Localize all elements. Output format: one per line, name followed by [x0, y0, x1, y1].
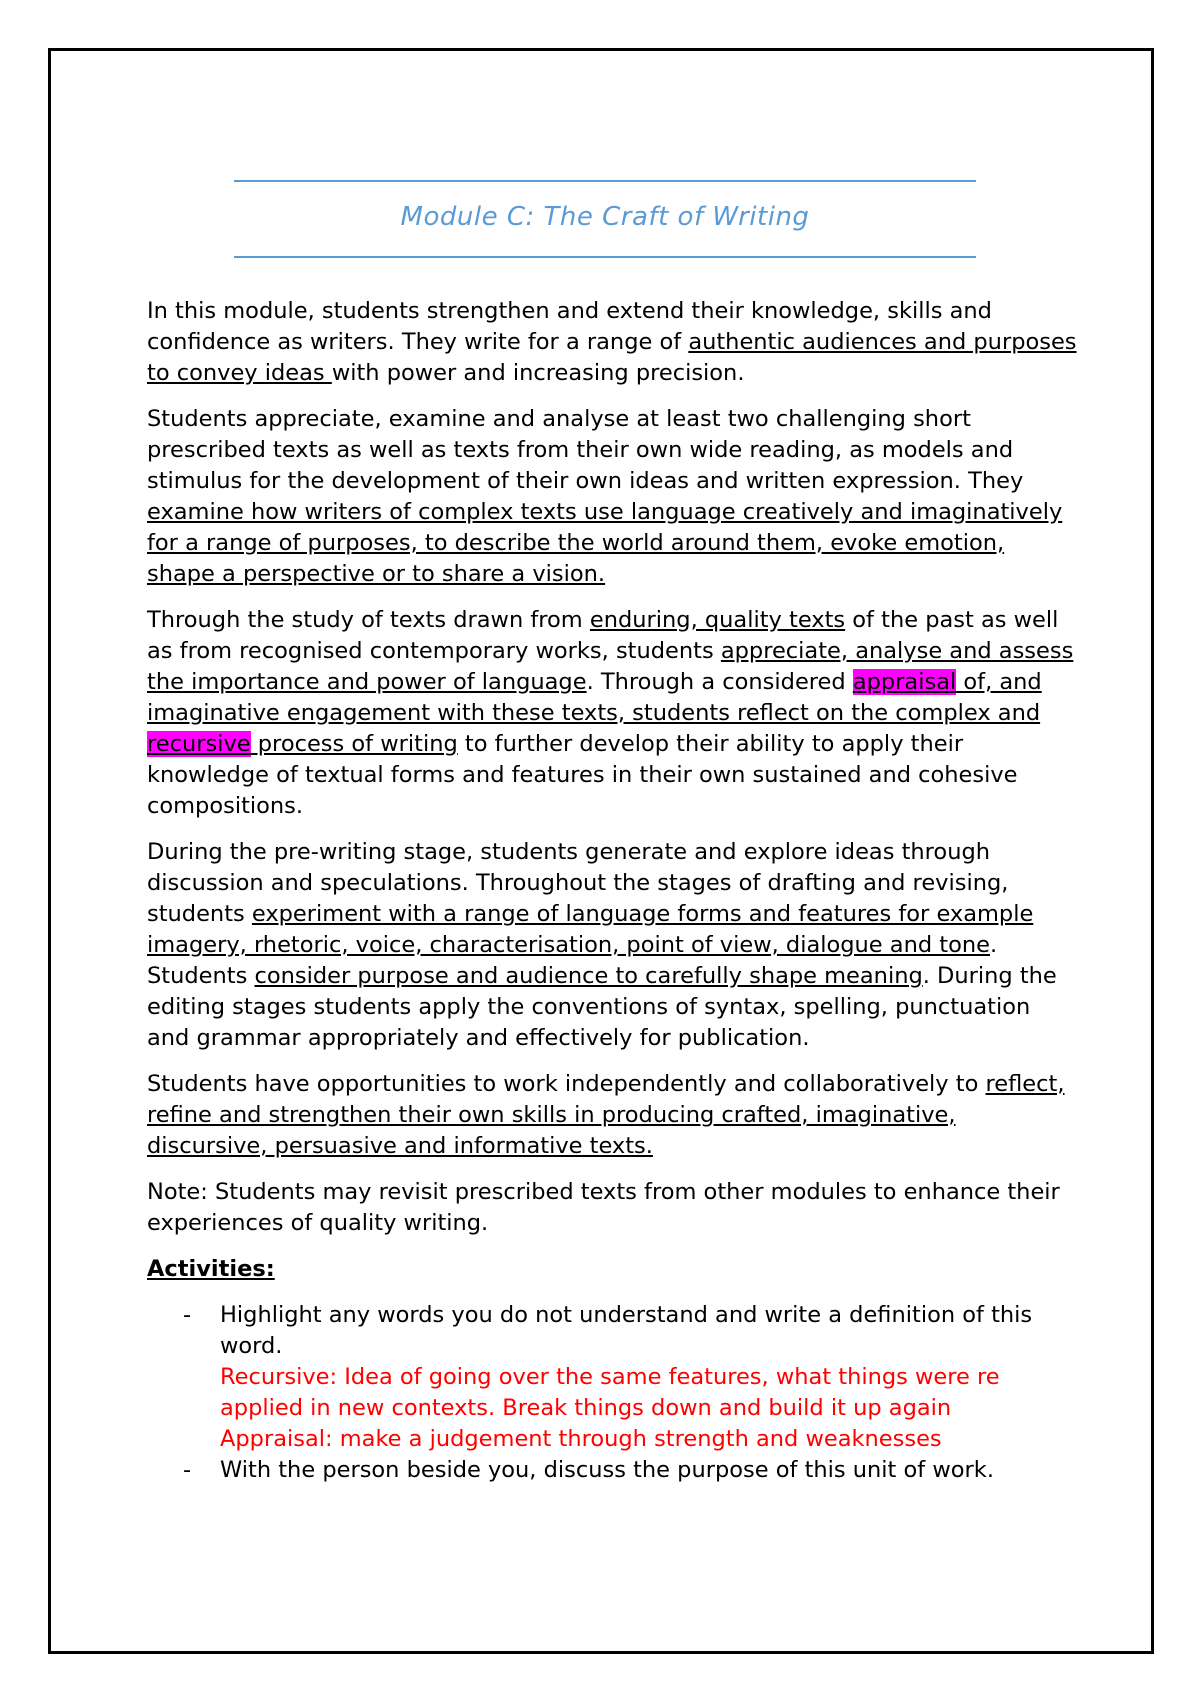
- document-body: [147, 296, 1077, 1486]
- paragraph-stages: During the pre-writing stage, students generate and explore ideas through discussion and speculations. Throughout the stages of drafting and revising, students experiment with a range of language forms and features for example imagery, rhetoric, voice, characterisation, point of view, dialogue and tone. Students consider purpose and audience to carefully shape meaning. During the editing stages students apply the conventions of syntax, spelling, punctuation and grammar appropriately and effectively for publication.: [147, 839, 1057, 1051]
- paragraph-study: Through the study of texts drawn from enduring, quality texts of the past as well as from recognised contemporary works, students appreciate, analyse and assess the importance and power of language. Through a considered appraisal of, and imaginative engagement with these texts, students reflect on the complex and recursive process of writing to further develop their ability to apply their knowledge of textual forms and features in their own sustained and cohesive compositions.: [147, 607, 1074, 819]
- annotation-appraisal: Appraisal: make a judgement through strength and weaknesses: [220, 1426, 942, 1452]
- page-title: Module C: The Craft of Writing: [400, 202, 810, 232]
- highlight-appraisal: appraisal: [852, 669, 957, 695]
- bullet-dash: -: [183, 1302, 192, 1328]
- list-item: - With the person beside you, discuss the purpose of this unit of work.: [147, 1455, 1077, 1486]
- highlight-recursive: recursive: [147, 731, 251, 757]
- list-item: - Highlight any words you do not understand and write a definition of this word. Recursive: Idea of going over the same features, what things were re applied in new contexts. Break things down and build it up again Appraisal: make a judgement through strength and weaknesses: [147, 1300, 1077, 1455]
- paragraph-opportunities: Students have opportunities to work independently and collaboratively to reflect, refine and strengthen their own skills in producing crafted, imaginative, discursive, persuasive and informative texts.: [147, 1071, 1065, 1159]
- activities-list: [147, 1300, 1077, 1486]
- note-paragraph: Note: Students may revisit prescribed texts from other modules to enhance their experiences of quality writing.: [147, 1179, 1060, 1236]
- activities-heading: Activities:: [147, 1256, 275, 1282]
- paragraph-texts: Students appreciate, examine and analyse at least two challenging short prescribed texts as well as texts from their own wide reading, as models and stimulus for the development of their own ideas and written expression. They examine how writers of complex texts use language creatively and imaginatively for a range of purposes, to describe the world around them, evoke emotion, shape a perspective or to share a vision.: [147, 406, 1063, 587]
- paragraph-intro: In this module, students strengthen and extend their knowledge, skills and confidence as writers. They write for a range of authentic audiences and purposes to convey ideas with power and increasing precision.: [147, 298, 1077, 386]
- title-rule-bottom: [234, 256, 976, 258]
- bullet-dash: -: [183, 1457, 192, 1483]
- title-rule-top: [234, 180, 976, 182]
- annotation-recursive: Recursive: Idea of going over the same features, what things were re applied in new contexts. Break things down and build it up again: [220, 1364, 1000, 1421]
